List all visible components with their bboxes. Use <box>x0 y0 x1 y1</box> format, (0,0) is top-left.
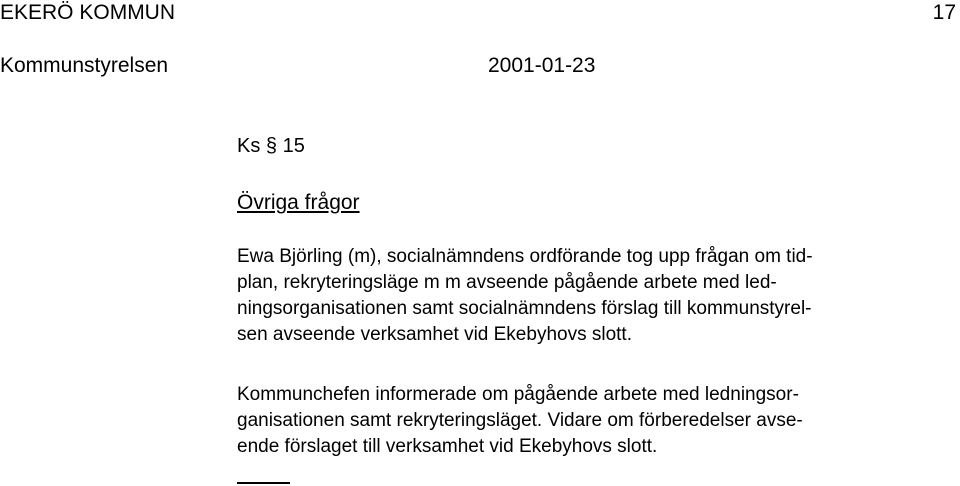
committee-name: Kommunstyrelsen <box>0 54 169 77</box>
page-number: 17 <box>932 1 956 24</box>
paragraph <box>237 382 937 460</box>
meeting-date: 2001-01-23 <box>488 54 596 77</box>
paragraph <box>237 244 937 348</box>
paragraph-line: ende förslaget till verksamhet vid Ekebyhovs slott. <box>237 436 658 457</box>
paragraph-line: Ewa Björling (m), socialnämndens ordförande tog upp frågan om tid- <box>237 246 813 267</box>
municipality-title: EKERÖ KOMMUN <box>0 1 176 24</box>
section-title: Övriga frågor <box>237 191 360 214</box>
paragraph-line: ningsorganisationen samt socialnämndens förslag till kommunstyrel- <box>237 298 812 319</box>
paragraph-line: plan, rekryteringsläge m m avseende pågående arbete med led- <box>237 272 777 293</box>
section-reference: Ks § 15 <box>237 135 305 157</box>
divider-rule <box>237 482 290 484</box>
paragraph-line: Kommunchefen informerade om pågående arbete med ledningsor- <box>237 384 799 405</box>
paragraph-line: sen avseende verksamhet vid Ekebyhovs slott. <box>237 324 632 345</box>
paragraph-line: ganisationen samt rekryteringsläget. Vidare om förberedelser avse- <box>237 410 803 431</box>
